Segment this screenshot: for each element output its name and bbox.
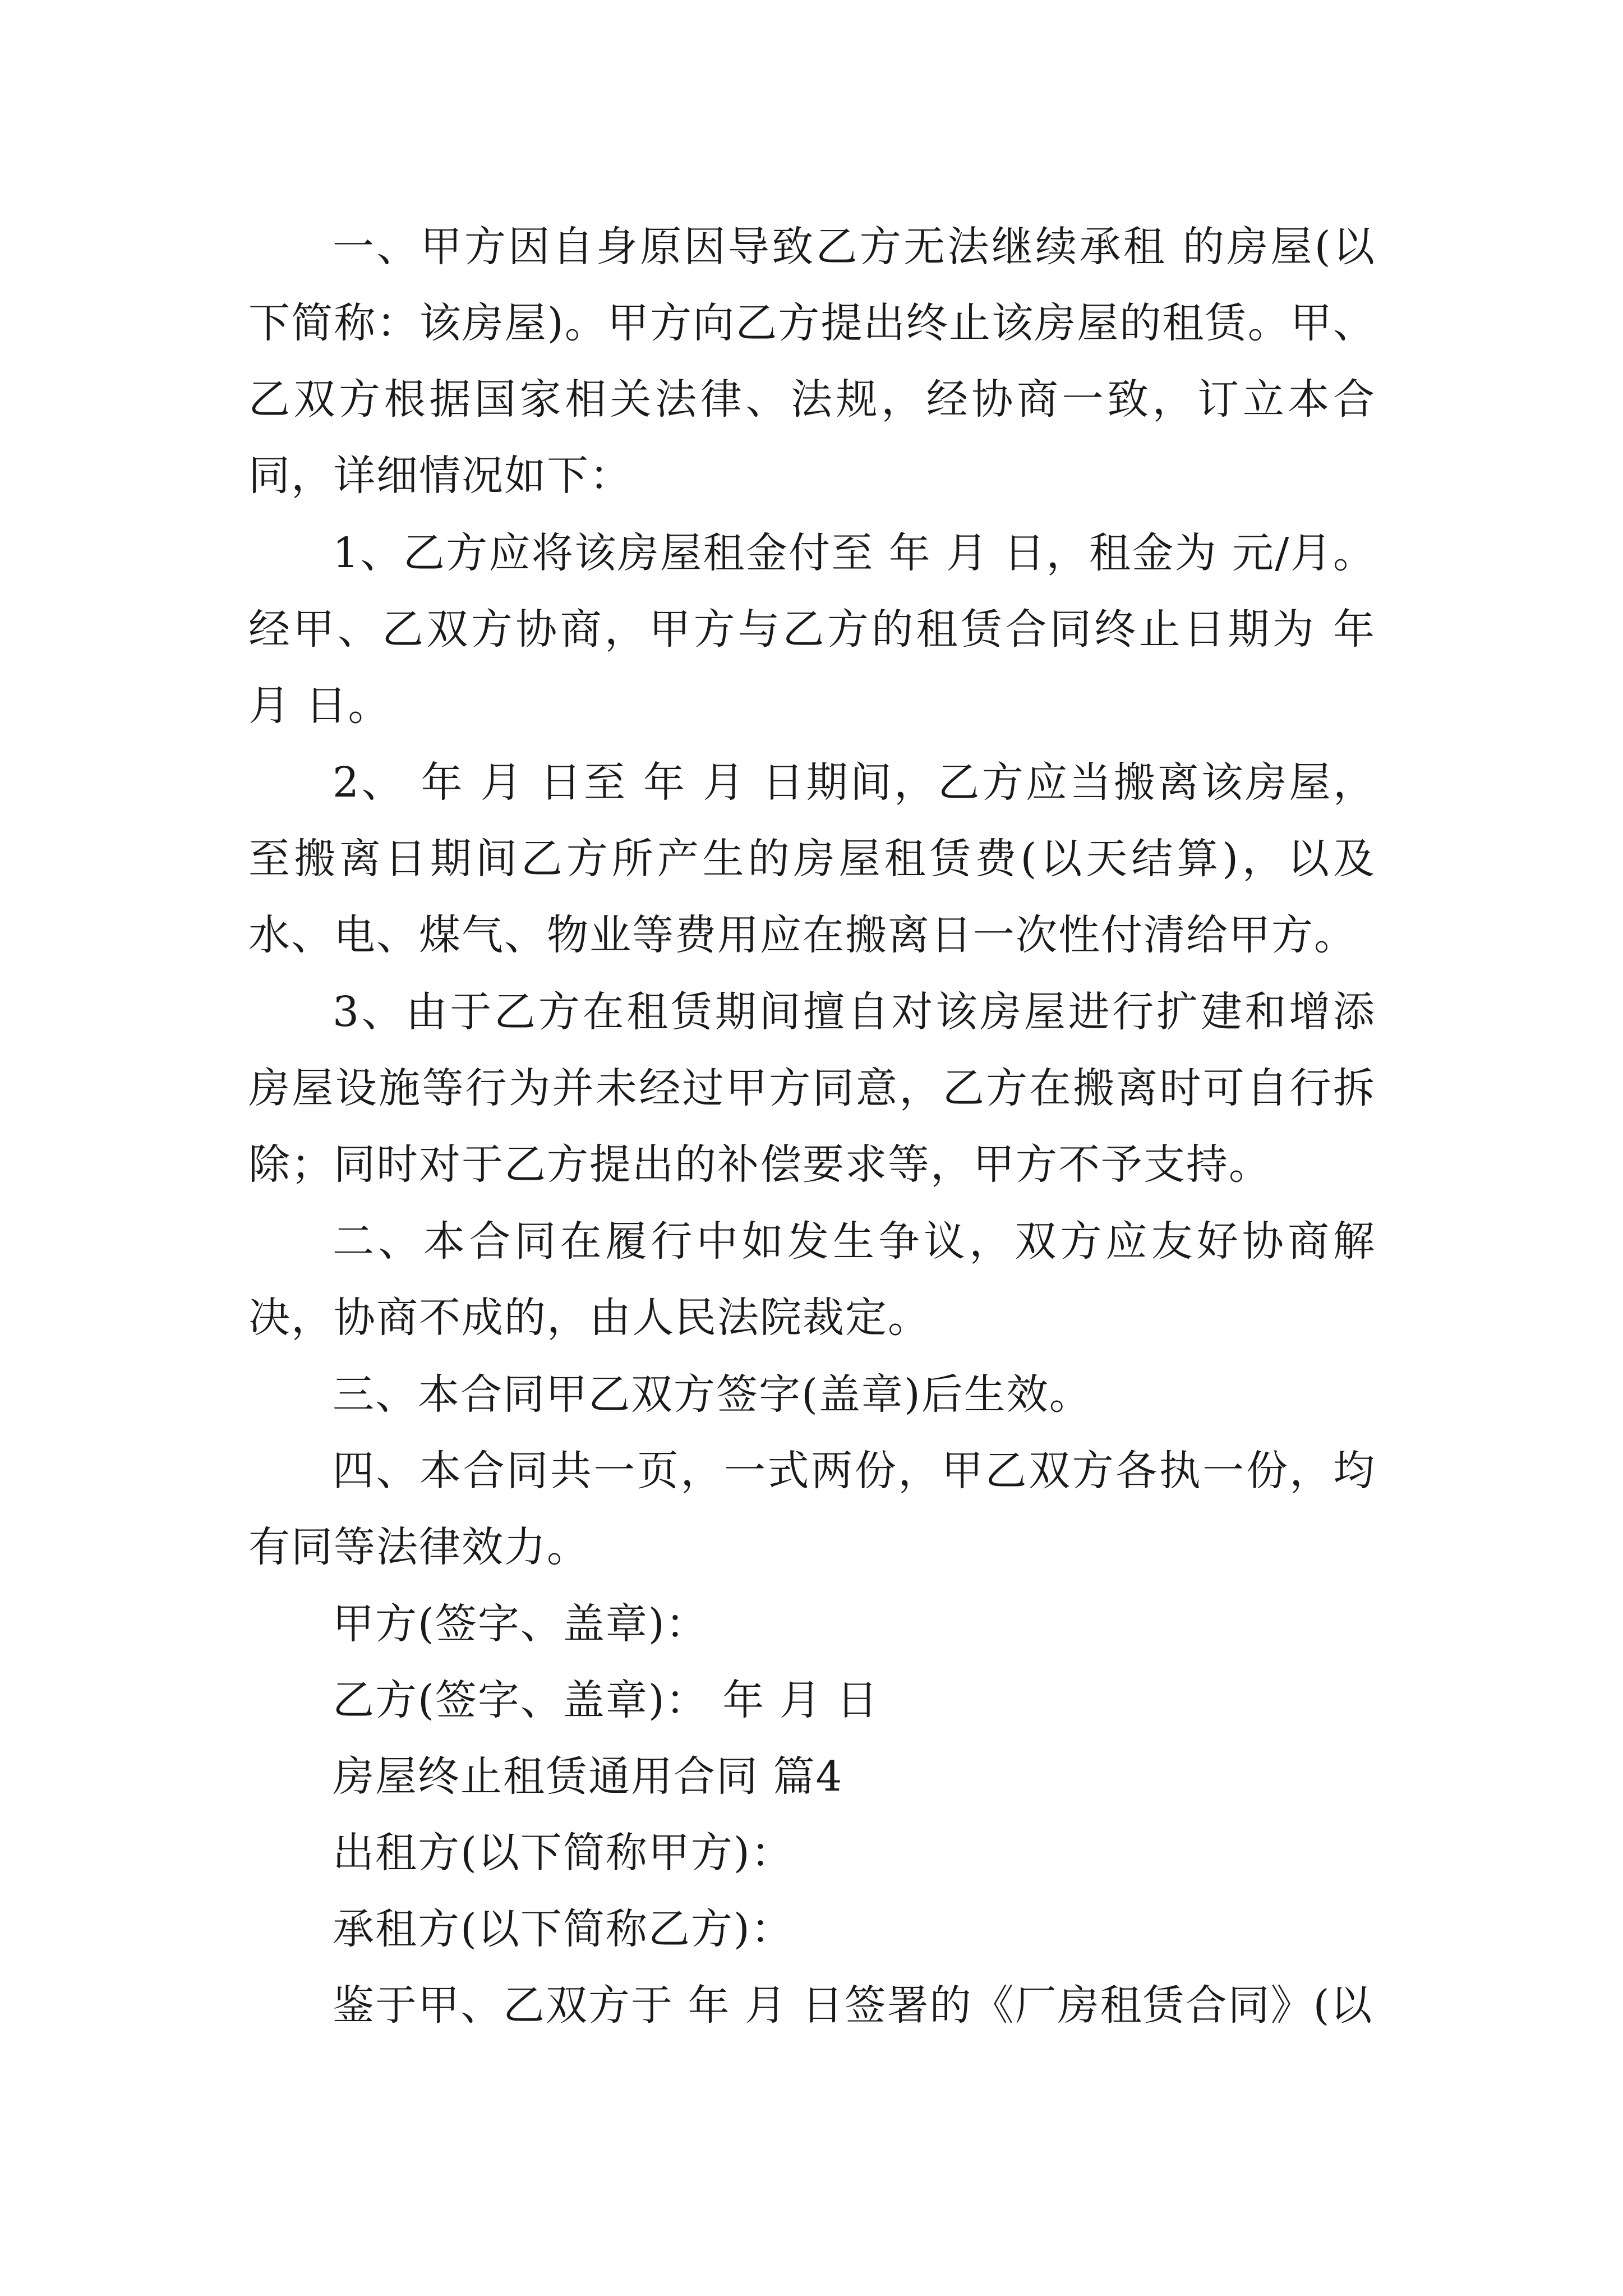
paragraph-clause-3-facilities: 3、由于乙方在租赁期间擅自对该房屋进行扩建和增添房屋设施等行为并未经过甲方同意，乙方在搬离时可自行拆除；同时对于乙方提出的补偿要求等，甲方不予支持。 — [248, 988, 1376, 1189]
party-b-signature-line: 乙方(签字、盖章)： 年 月 日 — [333, 1676, 879, 1724]
paragraph-clause-2-move-out: 2、 年 月 日至 年 月 日期间，乙方应当搬离该房屋，至搬离日期间乙方所产生的房屋租赁费(以天结算)，以及水、电、煤气、物业等费用应在搬离日一次性付清给甲方。 — [248, 758, 1376, 959]
paragraph-dispute-resolution: 二、本合同在履行中如发生争议，双方应友好协商解决，协商不成的，由人民法院裁定。 — [248, 1217, 1376, 1342]
paragraph-termination-intro: 一、甲方因自身原因导致乙方无法继续承租 的房屋(以下简称：该房屋)。甲方向乙方提出终止该房屋的租赁。甲、乙双方根据国家相关法律、法规，经协商一致，订立本合同，详细情况如下： — [248, 223, 1376, 500]
paragraph-effective: 三、本合同甲乙双方签字(盖章)后生效。 — [333, 1370, 1092, 1419]
paragraph-copies: 四、本合同共一页，一式两份，甲乙双方各执一份，均有同等法律效力。 — [248, 1447, 1376, 1571]
recital-line: 鉴于甲、乙双方于 年 月 日签署的《厂房租赁合同》(以 — [333, 1981, 1373, 2030]
party-a-signature-line: 甲方(签字、盖章)： — [333, 1600, 708, 1648]
paragraph-clause-1-rent: 1、乙方应将该房屋租金付至 年 月 日，租金为 元/月。经甲、乙双方协商，甲方与乙方的租赁合同终止日期为 年 月 日。 — [248, 529, 1376, 730]
lessee-line: 承租方(以下简称乙方)： — [333, 1905, 794, 1953]
lessor-line: 出租方(以下简称甲方)： — [333, 1829, 794, 1877]
contract-section-title: 房屋终止租赁通用合同 篇4 — [333, 1752, 843, 1801]
